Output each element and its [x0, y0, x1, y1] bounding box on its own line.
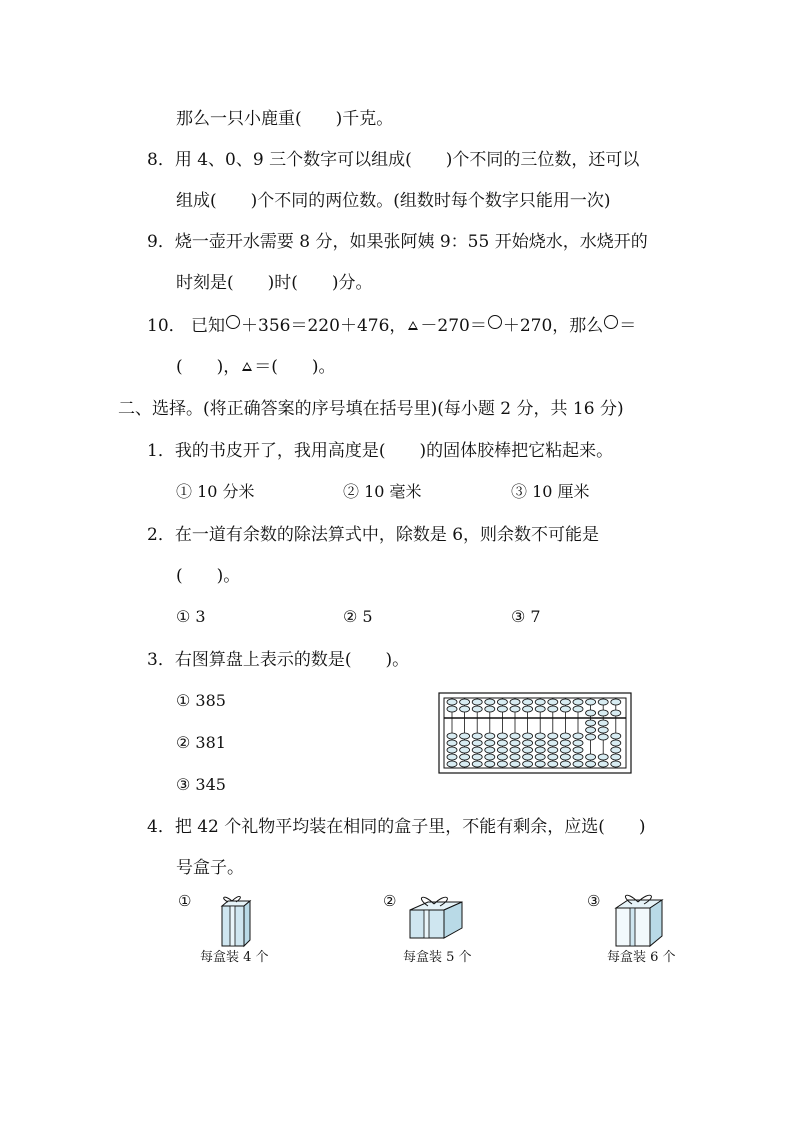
q2-option-1: ① 3: [176, 607, 206, 626]
q3-option-2: ② 381: [176, 733, 226, 752]
q2-option-2: ② 5: [343, 607, 373, 626]
question-9-line-1: 9．烧一壶开水需要 8 分，如果张阿姨 9：55 开始烧水，水烧开的: [147, 232, 648, 252]
circle-icon: [604, 315, 618, 329]
question-8-line-2: 组成( )个不同的两位数。(组数时每个数字只能用一次): [176, 191, 611, 211]
q1-option-2: ② 10 毫米: [343, 482, 422, 501]
q10-eq2: －270＝: [420, 316, 487, 336]
q10-eq3: ＋270，那么: [502, 316, 604, 336]
box-1-number: ①: [178, 892, 192, 910]
section-2-heading: 二、选择。(将正确答案的序号填在括号里)(每小题 2 分，共 16 分): [118, 399, 624, 419]
q10-eq4: ＝: [619, 316, 637, 336]
q1-option-3: ③ 10 厘米: [511, 482, 590, 501]
choice-question-2-cont: ( )。: [176, 566, 241, 586]
question-9-line-2: 时刻是( )时( )分。: [176, 273, 373, 293]
circle-icon: [488, 315, 502, 329]
choice-question-2: 2．在一道有余数的除法算式中，除数是 6，则余数不可能是: [147, 525, 600, 545]
box-3-number: ③: [587, 892, 601, 910]
choice-question-1: 1．我的书皮开了，我用高度是( )的固体胶棒把它粘起来。: [147, 441, 614, 461]
q3-option-3: ③ 345: [176, 775, 226, 794]
abacus-image: [438, 692, 632, 774]
q3-option-1: ① 385: [176, 691, 226, 710]
q10-answer-circle: ( )，: [176, 357, 241, 377]
line-deer-weight: 那么一只小鹿重( )千克。: [176, 109, 394, 129]
box-1-caption: 每盒装 4 个: [200, 950, 269, 965]
gift-box-2-image: [406, 892, 468, 946]
choice-question-4-cont: 号盒子。: [176, 858, 244, 878]
triangle-icon: [242, 362, 252, 371]
question-10-line-2: [176, 356, 336, 378]
triangle-icon: [408, 321, 418, 330]
q10-answer-triangle: ＝( )。: [254, 357, 336, 377]
choice-question-4: 4．把 42 个礼物平均装在相同的盒子里，不能有剩余，应选( ): [147, 817, 646, 837]
box-3-caption: 每盒装 6 个: [607, 950, 676, 965]
q1-option-1: ① 10 分米: [176, 482, 255, 501]
gift-box-1-image: [214, 892, 254, 948]
choice-question-3: 3．右图算盘上表示的数是( )。: [147, 650, 410, 670]
q10-eq1: ＋356＝220＋476，: [241, 316, 407, 336]
question-8-line-1: 8．用 4、0、9 三个数字可以组成( )个不同的三位数，还可以: [147, 150, 640, 170]
q10-prefix: 10． 已知: [147, 316, 226, 336]
question-10-line-1: [147, 315, 636, 337]
box-2-number: ②: [383, 892, 397, 910]
circle-icon: [226, 315, 240, 329]
box-2-caption: 每盒装 5 个: [403, 950, 472, 965]
gift-box-3-image: [612, 892, 668, 948]
q2-option-3: ③ 7: [511, 607, 541, 626]
